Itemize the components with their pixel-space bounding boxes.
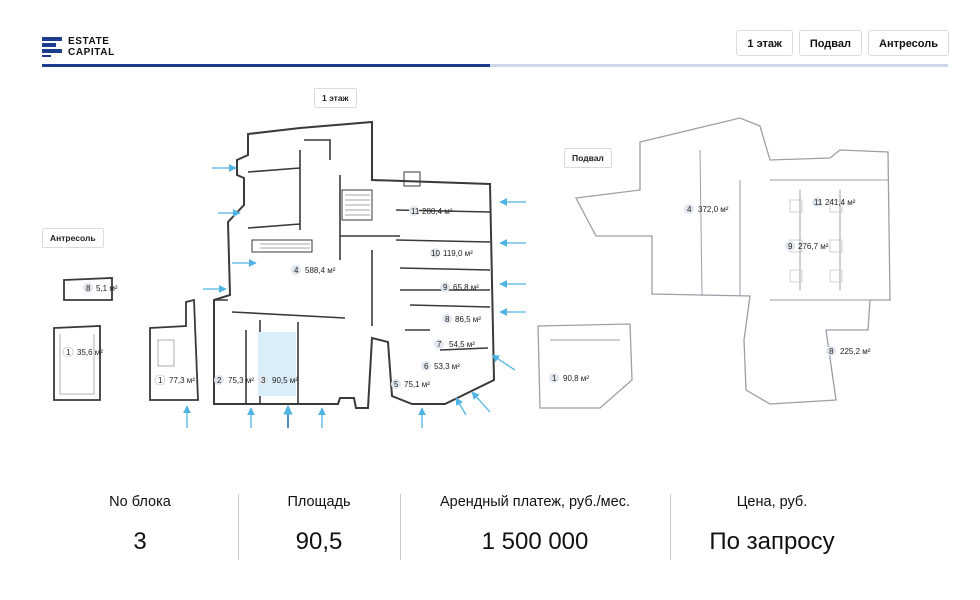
room-number: 8 [445, 315, 450, 324]
room-area: 241,4 м² [825, 198, 856, 207]
room-area: 225,2 м² [840, 347, 871, 356]
room-5[interactable] [391, 379, 430, 389]
room-number: 4 [687, 205, 692, 214]
stat-divider [670, 494, 671, 560]
room-number: 8 [86, 284, 91, 293]
stat-value: 90,5 [295, 528, 343, 555]
logo-line-2: CAPITAL [68, 47, 115, 58]
room-2[interactable] [214, 375, 254, 385]
stat-label: Арендный платеж, руб./мес. [439, 494, 630, 510]
room-number: 11 [411, 207, 420, 216]
basement-room-4[interactable] [684, 204, 729, 214]
room-area: 75,1 м² [404, 380, 430, 389]
basement-plan [538, 118, 890, 408]
entrance-arrow [472, 392, 490, 412]
room-9[interactable] [440, 282, 479, 292]
stat-value: По запросу [709, 528, 835, 555]
room-number: 4 [294, 266, 299, 275]
tab-basement[interactable]: Подвал [799, 30, 862, 56]
room-number: 9 [788, 242, 793, 251]
room-area: 119,0 м² [443, 249, 473, 258]
room-area: 276,7 м² [798, 242, 829, 251]
room-area: 35,6 м² [77, 348, 103, 357]
room-number: 1 [158, 376, 163, 385]
room-7[interactable] [434, 339, 475, 349]
stat-divider [238, 494, 239, 560]
unit-stats [42, 480, 948, 570]
mezz-room-1[interactable] [63, 347, 103, 357]
tab-first-floor[interactable]: 1 этаж [736, 30, 792, 56]
room-number: 11 [814, 198, 823, 207]
stat-block-number [42, 480, 238, 570]
stat-rent [400, 480, 670, 570]
stat-area [238, 480, 400, 570]
plan-label-first-floor[interactable]: 1 этаж [314, 88, 357, 108]
room-number: 10 [431, 249, 440, 258]
basement-room-11[interactable] [812, 197, 856, 207]
mezz-room-8[interactable] [83, 283, 118, 293]
stat-label: No блока [109, 494, 171, 510]
room-area: 372,0 м² [698, 205, 729, 214]
room-area: 588,4 м² [305, 266, 336, 275]
room-area: 53,3 м² [434, 362, 460, 371]
room-number: 1 [66, 348, 71, 357]
room-area: 65,8 м² [453, 283, 479, 292]
stat-value: 1 500 000 [481, 528, 589, 555]
room-11[interactable] [409, 206, 453, 216]
room-number: 1 [552, 374, 557, 383]
room-area: 90,8 м² [563, 374, 589, 383]
basement-room-8[interactable] [826, 346, 871, 356]
room-number: 7 [437, 340, 442, 349]
room-6[interactable] [421, 361, 460, 371]
plan-label-basement[interactable]: Подвал [564, 148, 612, 168]
mezz-room-1b[interactable] [155, 375, 195, 385]
room-number: 6 [424, 362, 429, 371]
stat-divider [400, 494, 401, 560]
room-area: 77,3 м² [169, 376, 195, 385]
room-10[interactable] [430, 248, 473, 258]
room-number: 9 [443, 283, 448, 292]
stat-label: Площадь [287, 494, 351, 510]
logo-line-1: ESTATE [68, 36, 110, 47]
room-4[interactable] [291, 265, 336, 275]
entrance-arrow [492, 355, 515, 370]
room-area: 90,5 м² [272, 376, 298, 385]
stat-price [670, 480, 874, 570]
room-area: 280,4 м² [422, 207, 453, 216]
room-number: 3 [261, 376, 266, 385]
basement-room-9[interactable] [785, 241, 829, 251]
room-area: 5,1 м² [96, 284, 118, 293]
basement-room-1[interactable] [549, 373, 589, 383]
room-area: 75,3 м² [228, 376, 254, 385]
room-area: 86,5 м² [455, 315, 481, 324]
room-number: 2 [217, 376, 222, 385]
entrance-arrow [456, 398, 466, 415]
room-number: 8 [829, 347, 834, 356]
stat-label: Цена, руб. [736, 494, 808, 510]
tab-mezzanine[interactable]: Антресоль [868, 30, 949, 56]
room-number: 5 [394, 380, 399, 389]
room-area: 54,5 м² [449, 340, 475, 349]
room-8[interactable] [442, 314, 481, 324]
room-3-highlight[interactable] [258, 332, 296, 396]
plan-label-mezzanine[interactable]: Антресоль [42, 228, 104, 248]
stat-value: 3 [133, 528, 147, 555]
room-3[interactable] [258, 375, 298, 385]
